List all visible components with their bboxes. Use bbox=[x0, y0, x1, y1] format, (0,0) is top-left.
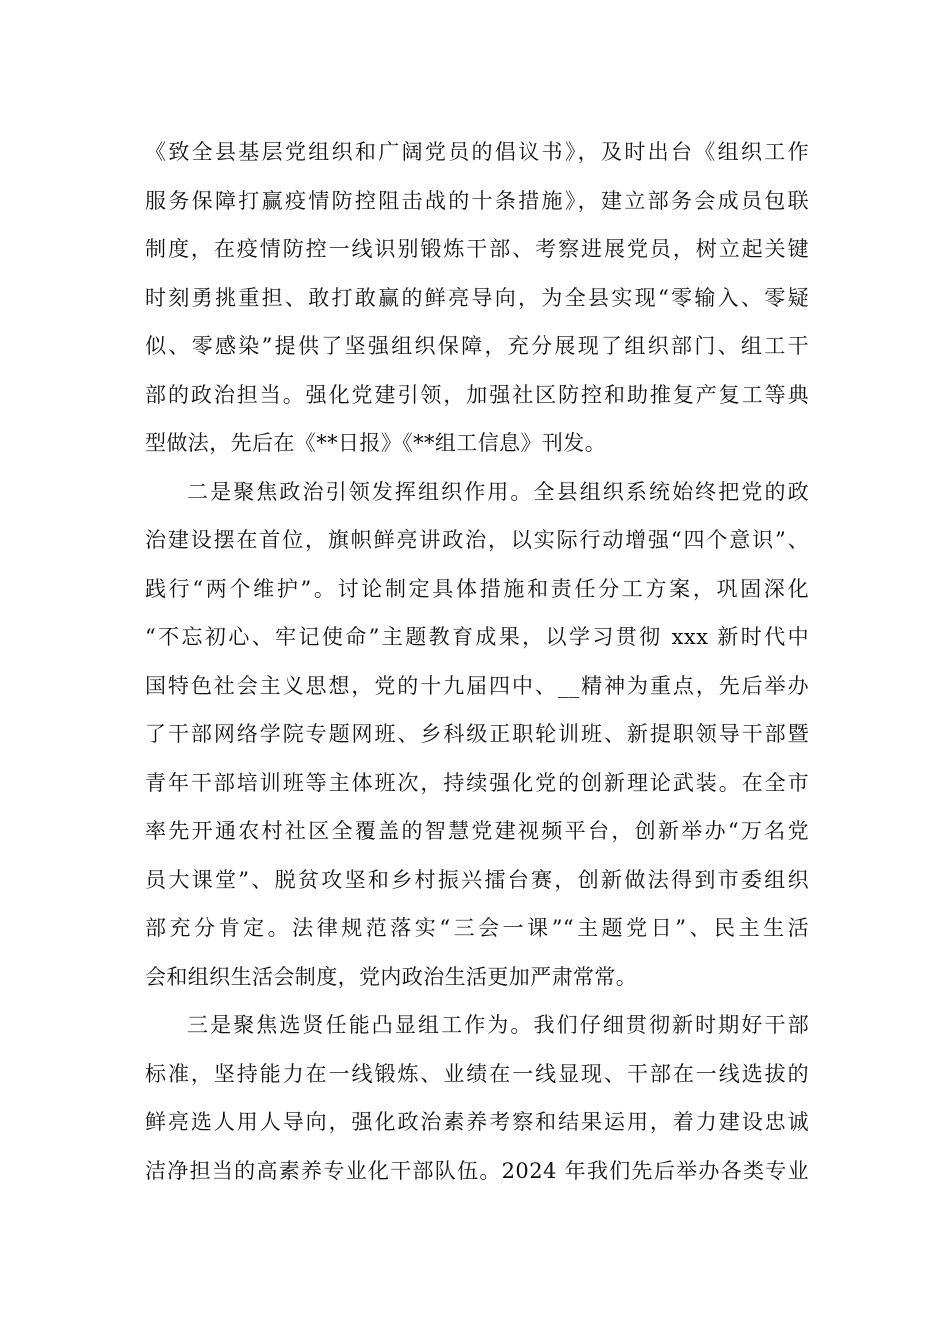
text-line: 了干部网络学院专题网班、乡科级正职轮训班、新提职领导干部暨 bbox=[145, 722, 809, 746]
text-line: 部充分肯定。法律规范落实“三会一课”“主题党日”、民主生活 bbox=[145, 916, 809, 940]
text-line: 标准，坚持能力在一线锻炼、业绩在一线显现、干部在一线选拔的 bbox=[145, 1061, 809, 1086]
text-line: 治建设摆在首位，旗帜鲜亮讲政治，以实际行动增强“四个意识”、 bbox=[145, 528, 809, 552]
text-line: 会和组织生活会制度，党内政治生活更加严肃常常。 bbox=[145, 964, 638, 989]
text-line: 服务保障打赢疫情防控阻击战的十条措施》，建立部务会成员包联 bbox=[145, 188, 809, 213]
text-line: 似、零感染”提供了坚强组织保障，充分展现了组织部门、组工干 bbox=[145, 334, 809, 358]
text-line: 时刻勇挑重担、敢打敢赢的鲜亮导向，为全县实现“零输入、零疑 bbox=[145, 285, 809, 310]
text-line: 国特色社会主义思想，党的十九届四中、__精神为重点，先后举办 bbox=[145, 673, 809, 698]
text-line: 制度，在疫情防控一线识别锻炼干部、考察进展党员，树立起关键 bbox=[145, 237, 809, 261]
text-line: 青年干部培训班等主体班次，持续强化党的创新理论武装。在全市 bbox=[145, 770, 809, 795]
paragraph-start-line: 二是聚焦政治引领发挥组织作用。全县组织系统始终把党的政 bbox=[187, 479, 809, 504]
text-line: 践行“两个维护”。讨论制定具体措施和责任分工方案，巩固深化 bbox=[145, 576, 809, 601]
text-line: “不忘初心、牢记使命”主题教育成果，以学习贯彻 xxx 新时代中 bbox=[145, 625, 809, 649]
text-line: 鲜亮选人用人导向，强化政治素养考察和结果运用，着力建设忠诚 bbox=[145, 1110, 809, 1134]
text-line: 《致全县基层党组织和广阔党员的倡议书》，及时出台《组织工作 bbox=[145, 140, 809, 164]
text-line: 型做法，先后在《**日报》《**组工信息》刊发。 bbox=[145, 431, 607, 455]
paragraph-start-line: 三是聚焦选贤任能凸显组工作为。我们仔细贯彻新时期好干部 bbox=[187, 1013, 809, 1037]
text-line: 员大课堂”、脱贫攻坚和乡村振兴擂台赛，创新做法得到市委组织 bbox=[145, 867, 809, 892]
text-line: 部的政治担当。强化党建引领，加强社区防控和助推复产复工等典 bbox=[145, 382, 809, 407]
text-line: 洁净担当的高素养专业化干部队伍。2024 年我们先后举办各类专业 bbox=[145, 1158, 809, 1183]
text-line: 率先开通农村社区全覆盖的智慧党建视频平台，创新举办“万名党 bbox=[145, 819, 809, 843]
document-body bbox=[145, 128, 809, 1195]
